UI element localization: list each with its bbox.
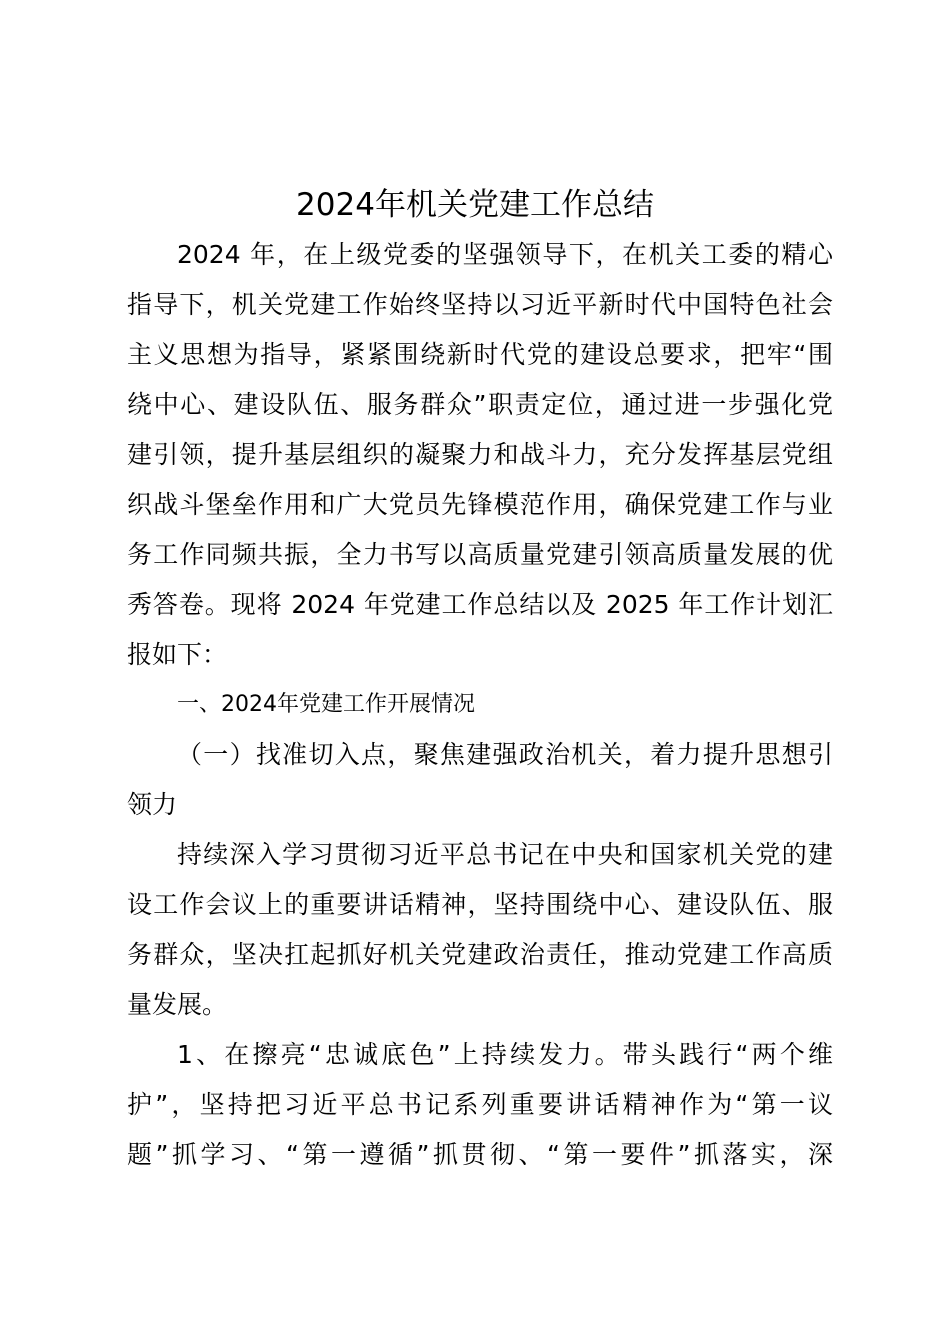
text-line: 务工作同频共振，全力书写以高质量党建引领高质量发展的优 bbox=[127, 540, 833, 569]
text-line: 量发展。 bbox=[127, 990, 228, 1019]
text-line: 领力 bbox=[127, 790, 178, 819]
text-line: 报如下： bbox=[127, 640, 228, 669]
section-heading-text: 一、2024年党建工作开展情况 bbox=[177, 692, 475, 717]
intro-paragraph bbox=[127, 230, 833, 680]
sub-paragraph bbox=[127, 830, 833, 1030]
text-line: 持续深入学习贯彻习近平总书记在中央和国家机关党的建 bbox=[177, 840, 833, 869]
text-line: 秀答卷。现将 2024 年党建工作总结以及 2025 年工作计划汇 bbox=[127, 590, 833, 619]
subsection-heading bbox=[127, 730, 833, 830]
text-line: 题”抓学习、“第一遵循”抓贯彻、“第一要件”抓落实，深 bbox=[127, 1140, 833, 1169]
text-line: 2024 年，在上级党委的坚强领导下，在机关工委的精心 bbox=[177, 240, 833, 269]
text-line: 织战斗堡垒作用和广大党员先锋模范作用，确保党建工作与业 bbox=[127, 490, 833, 519]
text-line: 务群众，坚决扛起抓好机关党建政治责任，推动党建工作高质 bbox=[127, 940, 833, 969]
text-line: 设工作会议上的重要讲话精神，坚持围绕中心、建设队伍、服 bbox=[127, 890, 833, 919]
text-line: 1、在擦亮“忠诚底色”上持续发力。带头践行“两个维 bbox=[177, 1040, 833, 1069]
text-line: （一）找准切入点，聚焦建强政治机关，着力提升思想引 bbox=[177, 740, 833, 769]
section-heading bbox=[127, 680, 833, 730]
text-line: 建引领，提升基层组织的凝聚力和战斗力，充分发挥基层党组 bbox=[127, 440, 833, 469]
item-1-paragraph bbox=[127, 1030, 833, 1180]
document-title: 2024年机关党建工作总结 bbox=[296, 187, 654, 223]
text-line: 绕中心、建设队伍、服务群众”职责定位，通过进一步强化党 bbox=[127, 390, 833, 419]
text-line: 主义思想为指导，紧紧围绕新时代党的建设总要求，把牢“围 bbox=[127, 340, 833, 369]
text-line: 指导下，机关党建工作始终坚持以习近平新时代中国特色社会 bbox=[127, 290, 833, 319]
text-line: 护”，坚持把习近平总书记系列重要讲话精神作为“第一议 bbox=[127, 1090, 833, 1119]
